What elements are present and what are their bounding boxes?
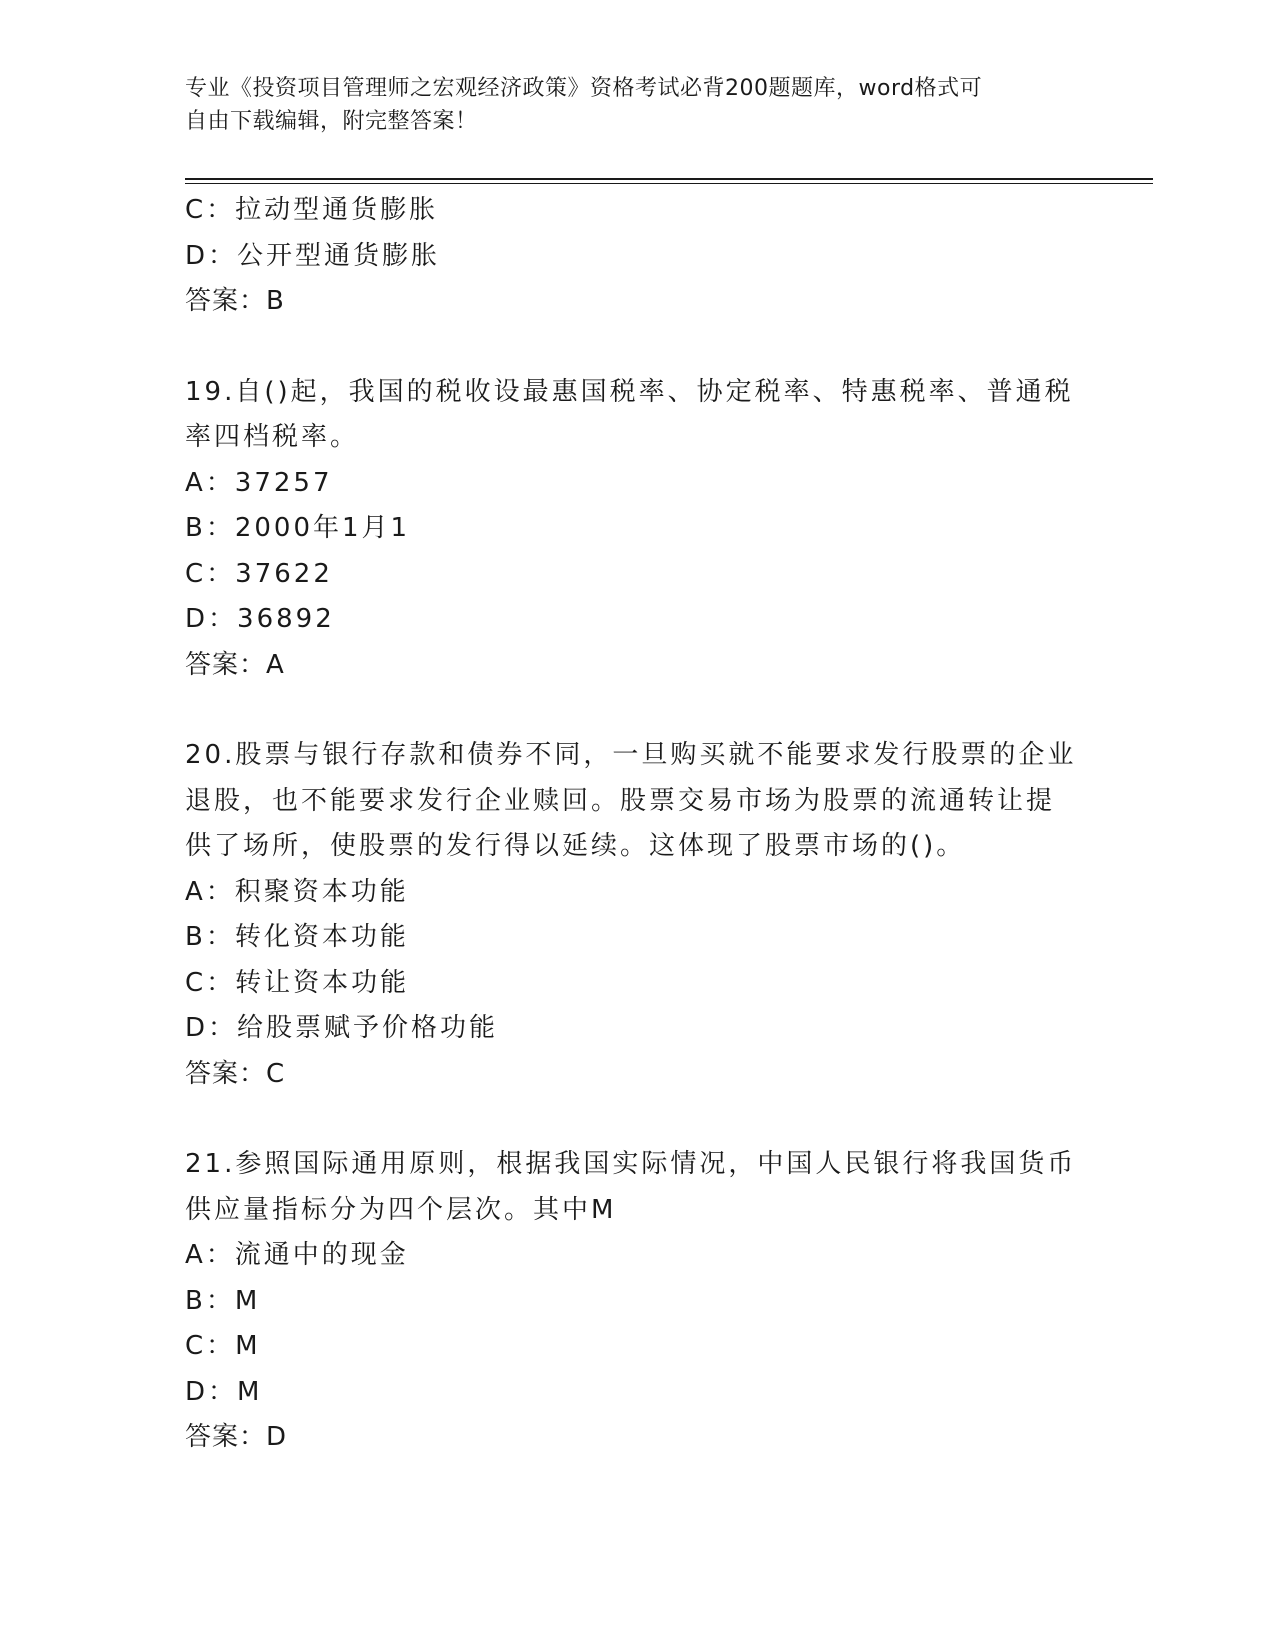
option-a: A：流通中的现金 [185,1240,409,1270]
header-divider-thin [185,183,1153,184]
option-c: C：转让资本功能 [185,967,410,998]
option-a: A：37257 [185,467,333,498]
answer: 答案：D [185,1422,288,1452]
option-b: B：转化资本功能 [185,922,409,952]
option-b: B：M [185,1285,261,1316]
option-d: D：给股票赋予价格功能 [185,1013,499,1043]
option-d: D：M [185,1376,263,1407]
question-stem-line: 率四档税率。 [185,422,360,452]
answer: 答案：A [185,649,285,680]
header-divider-thick [185,178,1153,180]
option-a: A：积聚资本功能 [185,876,409,907]
question-stem-line: 供应量指标分为四个层次。其中M [185,1194,617,1225]
question-21 [185,1142,1085,1461]
option-b: B：2000年1月1 [185,513,411,543]
answer: 答案：C [185,1058,286,1089]
question-list [185,188,1085,1461]
question-stem-line: 21.参照国际通用原则，根据我国实际情况，中国人民银行将我国货币 [185,1149,1077,1179]
option-d: D：36892 [185,604,335,634]
question-stem-line: 20.股票与银行存款和债券不同，一旦购买就不能要求发行股票的企业 [185,740,1077,770]
answer: 答案：B [185,286,285,316]
option-c: C：拉动型通货膨胀 [185,195,439,225]
question-20 [185,733,1085,1097]
question-19 [185,370,1085,689]
header-line-1: 专业《投资项目管理师之宏观经济政策》资格考试必背200题题库，word格式可 [185,76,983,101]
question-18 [185,188,1085,325]
option-c: C：M [185,1331,261,1361]
question-stem-line: 19.自()起，我国的税收设最惠国税率、协定税率、特惠税率、普通税 [185,376,1074,407]
option-c: C：37622 [185,558,333,589]
question-stem-line: 退股，也不能要求发行企业赎回。股票交易市场为股票的流通转让提 [185,785,1056,816]
question-stem-line: 供了场所，使股票的发行得以延续。这体现了股票市场的()。 [185,831,966,861]
option-d: D：公开型通货膨胀 [185,240,441,271]
document-header [185,72,1085,138]
header-line-2: 自由下载编辑，附完整答案！ [185,109,478,134]
